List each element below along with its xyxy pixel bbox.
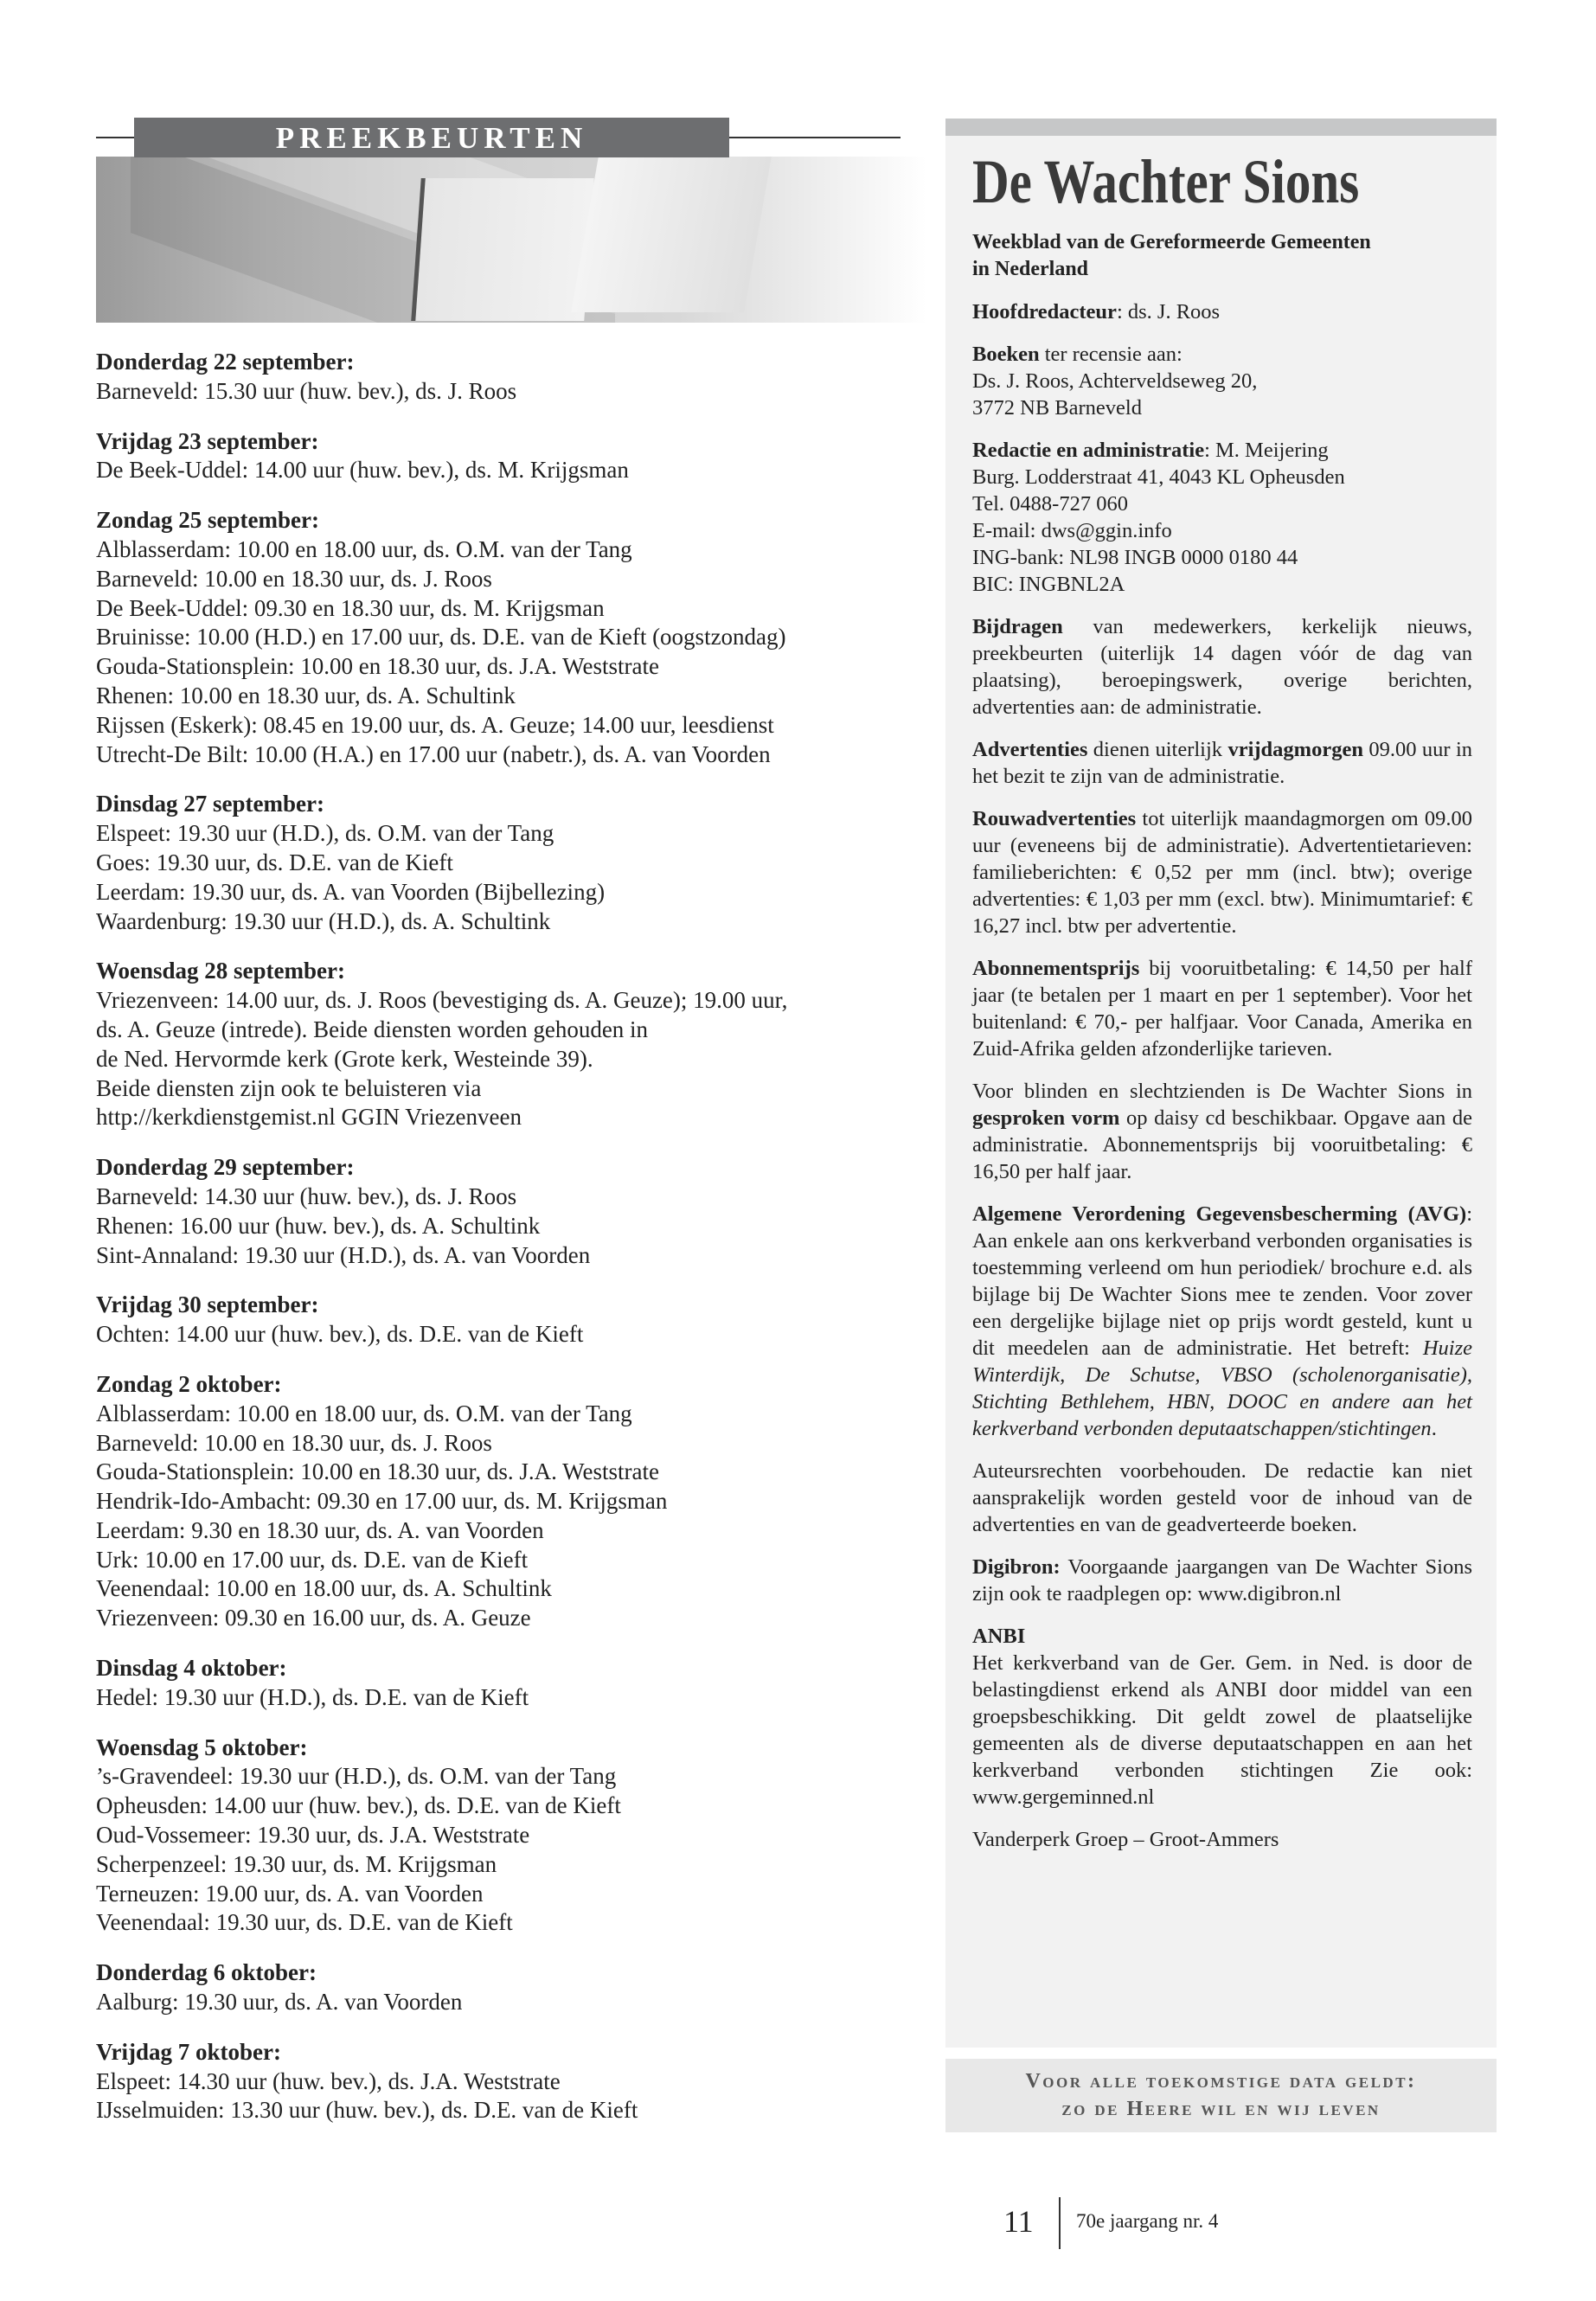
page-separator [1059, 2197, 1061, 2249]
body-text: Voor blinden en slechtzienden is De Wachter Sions in [972, 1080, 1472, 1103]
schedule-day [96, 1654, 875, 1713]
service-line: Leerdam: 19.30 uur, ds. A. van Voorden (Bijbellezing) [96, 878, 606, 905]
colophon-paragraph [972, 955, 1472, 1062]
service-line: Bruinisse: 10.00 (H.D.) en 17.00 uur, ds. D.E. van de Kieft (oogstzondag) [96, 624, 786, 651]
bold-label: Rouwadvertenties [972, 807, 1137, 830]
colophon-paragraph [972, 613, 1472, 721]
page-number: 11 [1003, 2204, 1034, 2239]
service-line: Vriezenveen: 14.00 uur, ds. J. Roos (bevestiging ds. A. Geuze); 19.00 uur, [96, 987, 788, 1014]
body-text: Het kerkverband van de Ger. Gem. in Ned. is door de belastingdienst erkend als ANBI door middel van een groepsbeschikking. Dit geldt zowel de plaatselijke gemeenten als de diverse deputaatschappen en aan het kerkverband verbonden stichtingen Zie ook: www.gergeminned.nl [972, 1651, 1472, 1809]
magazine-title: De Wachter Sions [972, 147, 1360, 216]
schedule-day [96, 1734, 875, 1939]
bold-label: Abonnementsprijs [972, 957, 1140, 980]
colophon-paragraph [972, 1826, 1472, 1853]
colophon-paragraph [972, 1623, 1472, 1811]
service-line: Oud-Vossemeer: 19.30 uur, ds. J.A. Weststrate [96, 1822, 530, 1849]
issue-info: 70e jaargang nr. 4 [1076, 2210, 1219, 2232]
schedule-day [96, 1958, 875, 2017]
service-line: Rijssen (Eskerk): 08.45 en 19.00 uur, ds. A. Geuze; 14.00 uur, leesdienst [96, 711, 774, 738]
colophon-panel [945, 136, 1497, 2048]
body-text: Burg. Lodderstraat 41, 4043 KL Opheusden [972, 465, 1345, 489]
service-line: Vriezenveen: 09.30 en 16.00 uur, ds. A. Geuze [96, 1605, 531, 1631]
body-text: : Aan enkele aan ons kerkverband verbonden organisaties is toestemming verleend om hun periodiek/ brochure e.d. als bijlage bij De Wachter Sions mee te zenden. Voor zover een dergelijke bijlage niet op prijs wordt gesteld, kunt u dit meedelen aan de administratie. Het betreft: [972, 1202, 1472, 1360]
body-text: E-mail: dws@ggin.info [972, 519, 1172, 542]
colophon-paragraph [972, 298, 1472, 325]
colophon-paragraph [972, 805, 1472, 939]
subtitle-line: Weekblad van de Gereformeerde Gemeenten [972, 231, 1371, 253]
colophon-paragraph [972, 1458, 1472, 1538]
sidebar-top-bar [945, 119, 1497, 136]
service-line: Barneveld: 10.00 en 18.30 uur, ds. J. Roos [96, 1429, 492, 1456]
body-text: bij vooruitbetaling: € 14,50 per half jaar (te betalen per 1 maart en per 1 september). Voor het buitenland: € 70,- per halfjaar. Voor Canada, Amerika en Zuid-Afrika gelden afzonderlijke tarieven. [972, 957, 1472, 1061]
bold-label: Digibron: [972, 1555, 1061, 1579]
subtitle-line: in Nederland [972, 258, 1089, 280]
day-heading: Dinsdag 27 september: [96, 791, 324, 817]
body-text: Vanderperk Groep – Groot-Ammers [972, 1828, 1279, 1851]
notice-line: zo de Heere wil en wij leven [1061, 2098, 1381, 2120]
service-line: Utrecht-De Bilt: 10.00 (H.A.) en 17.00 uur (nabetr.), ds. A. van Voorden [96, 740, 771, 767]
service-line: de Ned. Hervormde kerk (Grote kerk, Westeinde 39). [96, 1045, 593, 1072]
day-heading: Donderdag 29 september: [96, 1154, 355, 1181]
service-line: Hendrik-Ido-Ambacht: 09.30 en 17.00 uur, ds. M. Krijgsman [96, 1488, 668, 1515]
schedule-day [96, 957, 875, 1132]
colophon-paragraph [972, 341, 1472, 421]
bold-label: ANBI [972, 1625, 1026, 1648]
service-line: Hedel: 19.30 uur (H.D.), ds. D.E. van de Kieft [96, 1683, 529, 1710]
service-line: Goes: 19.30 uur, ds. D.E. van de Kieft [96, 849, 453, 875]
book-left-page [411, 178, 594, 321]
service-line: Barneveld: 15.30 uur (huw. bev.), ds. J. Roos [96, 377, 517, 404]
service-line: ds. A. Geuze (intrede). Beide diensten worden gehouden in [96, 1016, 649, 1042]
italic-text: Huize Winterdijk, De Schutse, VBSO (scholenorganisatie), Stichting Bethlehem, HBN, DOOC en andere aan het kerkverband verbonden deputaatschappen/stichtingen [972, 1336, 1472, 1440]
section-title: PREEKBEURTEN [134, 118, 729, 157]
notice-line: Voor alle toekomstige data geldt: [1025, 2070, 1417, 2093]
body-text: . [1431, 1417, 1437, 1440]
service-line: Veenendaal: 10.00 en 18.00 uur, ds. A. Schultink [96, 1575, 552, 1602]
body-text: BIC: INGBNL2A [972, 573, 1125, 596]
service-line: Terneuzen: 19.00 uur, ds. A. van Voorden [96, 1880, 484, 1907]
service-line: Gouda-Stationsplein: 10.00 en 18.30 uur, ds. J.A. Weststrate [96, 1458, 659, 1485]
bold-label: Redactie en administratie [972, 439, 1205, 462]
schedule-day [96, 506, 875, 769]
bold-label: Algemene Verordening Gegevensbescherming (AVG) [972, 1202, 1467, 1226]
schedule-column [96, 348, 875, 2146]
service-line: Opheusden: 14.00 uur (huw. bev.), ds. D.E. van de Kieft [96, 1792, 621, 1819]
service-line: Urk: 10.00 en 17.00 uur, ds. D.E. van de Kieft [96, 1546, 529, 1573]
service-line: IJsselmuiden: 13.30 uur (huw. bev.), ds. D.E. van de Kieft [96, 2097, 638, 2124]
body-text: ING-bank: NL98 INGB 0000 0180 44 [972, 546, 1298, 569]
day-heading: Woensdag 28 september: [96, 958, 345, 984]
colophon-paragraph [972, 1554, 1472, 1607]
bold-label: Advertenties [972, 738, 1088, 761]
body-text: : ds. J. Roos [1116, 300, 1221, 324]
body-text: 09.00 uur in het bezit te zijn van de administratie. [972, 738, 1473, 788]
bold-label: vrijdagmorgen [1227, 738, 1363, 761]
magazine-subtitle [972, 229, 1472, 283]
body-text: van medewerkers, kerkelijk nieuws, preekbeurten (uiterlijk 14 dagen vóór de dag van plaatsing), beroepingswerk, overige berichten, advertenties aan: de administratie. [972, 615, 1472, 719]
day-heading: Donderdag 6 oktober: [96, 1959, 317, 1986]
service-line: De Beek-Uddel: 09.30 en 18.30 uur, ds. M. Krijgsman [96, 594, 605, 621]
body-text: Auteursrechten voorbehouden. De redactie kan niet aansprakelijk worden gesteld voor de inhoud van de advertenties en van de geadverteerde boeken. [972, 1459, 1472, 1536]
schedule-day [96, 1370, 875, 1633]
day-heading: Dinsdag 4 oktober: [96, 1655, 287, 1682]
service-line: Elspeet: 14.30 uur (huw. bev.), ds. J.A. Weststrate [96, 2067, 561, 2094]
service-line: ’s-Gravendeel: 19.30 uur (H.D.), ds. O.M. van der Tang [96, 1763, 617, 1790]
service-line: Leerdam: 9.30 en 18.30 uur, ds. A. van Voorden [96, 1516, 544, 1543]
service-line: Alblasserdam: 10.00 en 18.00 uur, ds. O.M. van der Tang [96, 535, 632, 562]
service-line: Alblasserdam: 10.00 en 18.00 uur, ds. O.M. van der Tang [96, 1400, 632, 1426]
book-right-page [571, 157, 772, 312]
service-line: Elspeet: 19.30 uur (H.D.), ds. O.M. van der Tang [96, 820, 554, 847]
service-line: Ochten: 14.00 uur (huw. bev.), ds. D.E. van de Kieft [96, 1321, 584, 1348]
bold-label: Bijdragen [972, 615, 1063, 638]
colophon-paragraph [972, 437, 1472, 598]
closing-notice [945, 2059, 1497, 2132]
day-heading: Zondag 2 oktober: [96, 1370, 282, 1397]
bold-label: Hoofdredacteur [972, 300, 1117, 324]
service-line: Barneveld: 10.00 en 18.30 uur, ds. J. Roos [96, 565, 492, 592]
day-heading: Zondag 25 september: [96, 507, 319, 534]
day-heading: Vrijdag 30 september: [96, 1292, 319, 1318]
day-heading: Vrijdag 7 oktober: [96, 2038, 281, 2065]
body-text: dienen uiterlijk [1087, 738, 1228, 761]
schedule-day [96, 2038, 875, 2125]
service-line: Beide diensten zijn ook te beluisteren via [96, 1074, 482, 1101]
colophon-paragraph [972, 736, 1472, 790]
service-line: Gouda-Stationsplein: 10.00 en 18.30 uur, ds. J.A. Weststrate [96, 653, 659, 680]
schedule-day [96, 790, 875, 936]
day-heading: Donderdag 22 september: [96, 349, 355, 375]
service-line: Barneveld: 14.30 uur (huw. bev.), ds. J. Roos [96, 1183, 517, 1209]
service-line: Scherpenzeel: 19.30 uur, ds. M. Krijgsman [96, 1850, 497, 1877]
body-text: ter recensie aan: [1039, 343, 1183, 366]
colophon-paragraph [972, 1201, 1472, 1442]
service-line: Veenendaal: 19.30 uur, ds. D.E. van de Kieft [96, 1909, 513, 1936]
service-line: Rhenen: 16.00 uur (huw. bev.), ds. A. Schultink [96, 1212, 541, 1239]
service-line: De Beek-Uddel: 14.00 uur (huw. bev.), ds. M. Krijgsman [96, 457, 629, 484]
service-line: Sint-Annaland: 19.30 uur (H.D.), ds. A. van Voorden [96, 1241, 591, 1268]
body-text: tot uiterlijk maandagmorgen om 09.00 uur (eveneens bij de administratie). Advertentietarieven: familieberichten: € 0,52 per mm (incl. btw); overige advertenties: € 1,03 per mm (excl. btw). Minimumtarief: € 16,27 incl. btw per advertentie. [972, 807, 1472, 938]
schedule-day [96, 348, 875, 407]
service-line: Waardenburg: 19.30 uur (H.D.), ds. A. Schultink [96, 907, 551, 934]
body-text: op daisy cd beschikbaar. Opgave aan de administratie. Abonnementsprijs bij vooruitbetaling: € 16,50 per half jaar. [972, 1106, 1472, 1183]
schedule-day [96, 1291, 875, 1349]
body-text: 3772 NB Barneveld [972, 396, 1142, 420]
body-text: Tel. 0488-727 060 [972, 492, 1128, 516]
schedule-day [96, 1153, 875, 1270]
schedule-day [96, 427, 875, 486]
service-line: Rhenen: 10.00 en 18.30 uur, ds. A. Schultink [96, 682, 516, 708]
day-heading: Vrijdag 23 september: [96, 427, 319, 454]
colophon-paragraph [972, 1078, 1472, 1185]
service-line: http://kerkdienstgemist.nl GGIN Vriezenveen [96, 1104, 522, 1131]
body-text: Voorgaande jaargangen van De Wachter Sions zijn ook te raadplegen op: www.digibron.nl [972, 1555, 1472, 1606]
service-line: Aalburg: 19.30 uur, ds. A. van Voorden [96, 1989, 463, 2016]
body-text: : M. Meijering [1204, 439, 1329, 462]
day-heading: Woensdag 5 oktober: [96, 1734, 308, 1760]
bible-header-image [96, 157, 926, 323]
body-text: Ds. J. Roos, Achterveldseweg 20, [972, 369, 1258, 393]
bold-label: Boeken [972, 343, 1040, 366]
bold-label: gesproken vorm [972, 1106, 1120, 1130]
